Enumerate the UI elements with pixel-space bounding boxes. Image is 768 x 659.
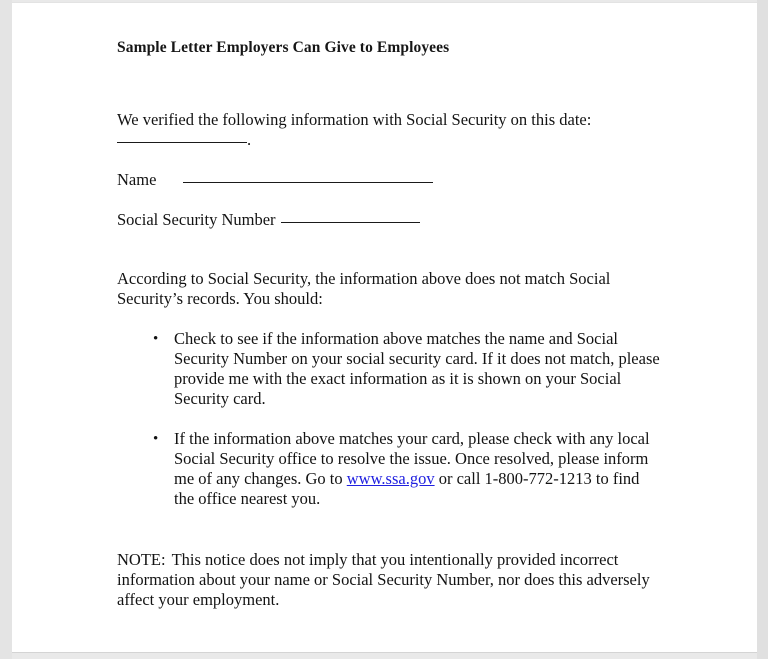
page-title: Sample Letter Employers Can Give to Employees <box>117 39 450 56</box>
list-item-text: Check to see if the information above matches the name and Social Security Number on your social security card. If it does not match, please provide me with the exact information as it is shown on your Social Security card. <box>174 329 660 408</box>
field-ssn-row <box>117 210 420 230</box>
note-label: NOTE: <box>117 550 166 569</box>
page-gutter-right <box>757 0 768 659</box>
name-blank-line[interactable] <box>183 182 433 183</box>
bullet-dot-icon: • <box>153 431 159 447</box>
instruction-list <box>117 329 662 529</box>
date-blank-line[interactable] <box>117 142 247 143</box>
intro-text: We verified the following information with Social Security on this date: <box>117 110 592 129</box>
list-item <box>117 429 662 509</box>
field-label-ssn: Social Security Number <box>117 210 276 229</box>
field-name-row <box>117 170 433 190</box>
note-paragraph <box>117 550 655 610</box>
intro-period: . <box>247 130 252 149</box>
ssa-website-link[interactable]: www.ssa.gov <box>346 469 435 488</box>
bullet-dot-icon: • <box>153 331 159 347</box>
intro-paragraph <box>117 110 662 150</box>
list-item-text-before-link: If the information above matches your card, please check with any local Social Security office to resolve the issue. Once resolved, please inform me of any changes. Go to <box>174 429 650 488</box>
statement-paragraph: According to Social Security, the information above does not match Social Security’s records. You should: <box>117 269 611 308</box>
note-text: This notice does not imply that you intentionally provided incorrect information about your name or Social Security Number, nor does this adversely affect your employment. <box>117 550 650 609</box>
list-item <box>117 329 662 409</box>
field-label-name: Name <box>117 170 157 189</box>
document-page <box>12 2 757 653</box>
page-gutter-left <box>0 0 12 659</box>
list-item-text-after-link: or call 1-800-772-1213 to find the office nearest you. <box>174 469 640 508</box>
ssn-blank-line[interactable] <box>281 222 420 223</box>
